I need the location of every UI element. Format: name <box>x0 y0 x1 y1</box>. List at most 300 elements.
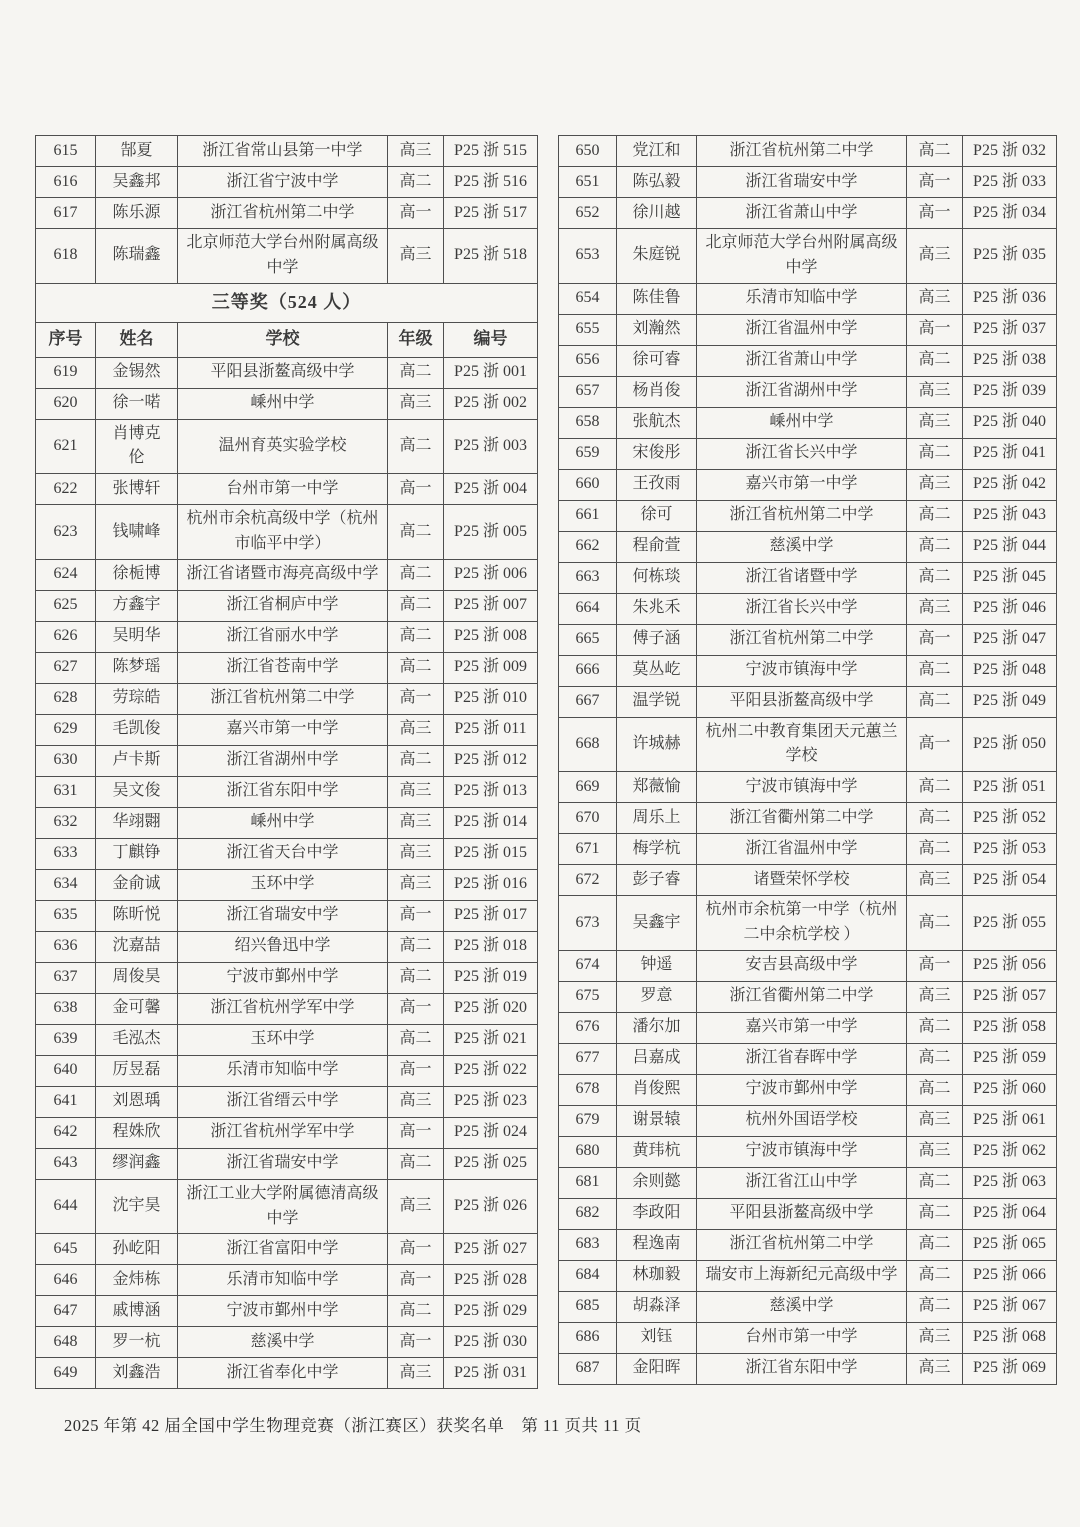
table-row <box>559 1260 1057 1291</box>
school-cell: 杭州市余杭第一中学（杭州二中余杭学校 ） <box>697 896 907 951</box>
table-row <box>36 652 538 683</box>
grade-cell: 高三 <box>907 865 963 896</box>
seq-cell: 635 <box>36 900 96 931</box>
seq-cell: 632 <box>36 807 96 838</box>
name-cell: 金阳晖 <box>617 1353 697 1384</box>
school-cell: 嵊州中学 <box>697 407 907 438</box>
code-cell: P25 浙 046 <box>963 593 1057 624</box>
name-cell: 陈瑞鑫 <box>96 229 178 284</box>
name-cell: 程俞萱 <box>617 531 697 562</box>
code-cell: P25 浙 517 <box>444 198 538 229</box>
name-cell: 金炜栋 <box>96 1265 178 1296</box>
name-cell: 毛泓杰 <box>96 1024 178 1055</box>
name-cell: 宋俊彤 <box>617 438 697 469</box>
grade-cell: 高一 <box>907 624 963 655</box>
seq-cell: 680 <box>559 1136 617 1167</box>
table-row <box>36 1327 538 1358</box>
code-cell: P25 浙 023 <box>444 1086 538 1117</box>
grade-cell: 高二 <box>907 1043 963 1074</box>
name-cell: 吴文俊 <box>96 776 178 807</box>
grade-cell: 高二 <box>907 345 963 376</box>
name-cell: 周乐上 <box>617 803 697 834</box>
name-cell: 郜夏 <box>96 136 178 167</box>
school-cell: 浙江省杭州第二中学 <box>697 624 907 655</box>
name-cell: 戚博涵 <box>96 1296 178 1327</box>
table-row <box>559 803 1057 834</box>
column-header: 姓名 <box>96 322 178 357</box>
seq-cell: 641 <box>36 1086 96 1117</box>
name-cell: 肖博克伦 <box>96 419 178 474</box>
name-cell: 梅学杭 <box>617 834 697 865</box>
name-cell: 吕嘉成 <box>617 1043 697 1074</box>
table-row <box>36 474 538 505</box>
code-cell: P25 浙 037 <box>963 314 1057 345</box>
name-cell: 肖俊熙 <box>617 1074 697 1105</box>
seq-cell: 669 <box>559 772 617 803</box>
name-cell: 沈嘉喆 <box>96 931 178 962</box>
grade-cell: 高二 <box>907 896 963 951</box>
school-cell: 玉环中学 <box>178 1024 388 1055</box>
school-cell: 浙江省丽水中学 <box>178 621 388 652</box>
grade-cell: 高一 <box>388 683 444 714</box>
name-cell: 李政阳 <box>617 1198 697 1229</box>
school-cell: 浙江省萧山中学 <box>697 198 907 229</box>
seq-cell: 682 <box>559 1198 617 1229</box>
table-row <box>559 593 1057 624</box>
school-cell: 浙江省长兴中学 <box>697 593 907 624</box>
school-cell: 慈溪中学 <box>178 1327 388 1358</box>
code-cell: P25 浙 067 <box>963 1291 1057 1322</box>
table-row <box>36 136 538 167</box>
name-cell: 谢景辕 <box>617 1105 697 1136</box>
table-row <box>559 314 1057 345</box>
code-cell: P25 浙 024 <box>444 1117 538 1148</box>
code-cell: P25 浙 015 <box>444 838 538 869</box>
grade-cell: 高二 <box>388 931 444 962</box>
grade-cell: 高二 <box>907 1291 963 1322</box>
table-row <box>559 1012 1057 1043</box>
grade-cell: 高三 <box>388 229 444 284</box>
code-cell: P25 浙 043 <box>963 500 1057 531</box>
grade-cell: 高二 <box>388 167 444 198</box>
name-cell: 金俞诚 <box>96 869 178 900</box>
section-title: 三等奖（524 人） <box>36 283 538 322</box>
code-cell: P25 浙 059 <box>963 1043 1057 1074</box>
table-row <box>36 388 538 419</box>
grade-cell: 高二 <box>907 772 963 803</box>
name-cell: 党江和 <box>617 136 697 167</box>
school-cell: 浙江省衢州第二中学 <box>697 981 907 1012</box>
name-cell: 杨肖俊 <box>617 376 697 407</box>
grade-cell: 高二 <box>388 962 444 993</box>
table-row <box>36 714 538 745</box>
seq-cell: 629 <box>36 714 96 745</box>
grade-cell: 高一 <box>388 198 444 229</box>
grade-cell: 高三 <box>388 1179 444 1234</box>
grade-cell: 高二 <box>907 1167 963 1198</box>
name-cell: 彭子睿 <box>617 865 697 896</box>
code-cell: P25 浙 004 <box>444 474 538 505</box>
school-cell: 浙江省衢州第二中学 <box>697 803 907 834</box>
table-row <box>559 1229 1057 1260</box>
code-cell: P25 浙 036 <box>963 283 1057 314</box>
school-cell: 嵊州中学 <box>178 807 388 838</box>
table-row <box>559 1353 1057 1384</box>
seq-cell: 676 <box>559 1012 617 1043</box>
award-table-right-body <box>559 136 1057 1385</box>
name-cell: 陈弘毅 <box>617 167 697 198</box>
code-cell: P25 浙 018 <box>444 931 538 962</box>
seq-cell: 679 <box>559 1105 617 1136</box>
school-cell: 浙江省东阳中学 <box>697 1353 907 1384</box>
seq-cell: 672 <box>559 865 617 896</box>
table-row <box>36 621 538 652</box>
code-cell: P25 浙 066 <box>963 1260 1057 1291</box>
seq-cell: 638 <box>36 993 96 1024</box>
table-row <box>36 1234 538 1265</box>
seq-cell: 644 <box>36 1179 96 1234</box>
code-cell: P25 浙 053 <box>963 834 1057 865</box>
grade-cell: 高二 <box>907 1229 963 1260</box>
name-cell: 黄玮杭 <box>617 1136 697 1167</box>
code-cell: P25 浙 002 <box>444 388 538 419</box>
table-row <box>559 1167 1057 1198</box>
grade-cell: 高二 <box>388 419 444 474</box>
table-row <box>559 500 1057 531</box>
school-cell: 浙江省宁波中学 <box>178 167 388 198</box>
school-cell: 浙江省杭州第二中学 <box>178 198 388 229</box>
seq-cell: 653 <box>559 229 617 284</box>
name-cell: 徐可 <box>617 500 697 531</box>
school-cell: 浙江省瑞安中学 <box>178 900 388 931</box>
award-table-left-body <box>36 136 538 1389</box>
code-cell: P25 浙 055 <box>963 896 1057 951</box>
name-cell: 毛凯俊 <box>96 714 178 745</box>
grade-cell: 高二 <box>907 500 963 531</box>
table-row <box>36 745 538 776</box>
name-cell: 张博轩 <box>96 474 178 505</box>
name-cell: 郑薇愉 <box>617 772 697 803</box>
table-row <box>559 896 1057 951</box>
name-cell: 钟遥 <box>617 950 697 981</box>
seq-cell: 621 <box>36 419 96 474</box>
code-cell: P25 浙 013 <box>444 776 538 807</box>
code-cell: P25 浙 515 <box>444 136 538 167</box>
school-cell: 平阳县浙鳌高级中学 <box>178 357 388 388</box>
name-cell: 刘鑫浩 <box>96 1358 178 1389</box>
page-footer: 2025 年第 42 届全国中学生物理竞赛（浙江赛区）获奖名单 第 11 页共 11 页 <box>64 1416 642 1435</box>
name-cell: 张航杰 <box>617 407 697 438</box>
grade-cell: 高三 <box>388 838 444 869</box>
seq-cell: 637 <box>36 962 96 993</box>
table-row <box>559 1136 1057 1167</box>
seq-cell: 681 <box>559 1167 617 1198</box>
school-cell: 宁波市镇海中学 <box>697 772 907 803</box>
table-row <box>36 683 538 714</box>
grade-cell: 高三 <box>907 407 963 438</box>
grade-cell: 高一 <box>388 1265 444 1296</box>
table-row <box>36 1117 538 1148</box>
table-row <box>36 838 538 869</box>
seq-cell: 663 <box>559 562 617 593</box>
table-row <box>559 950 1057 981</box>
school-cell: 浙江省瑞安中学 <box>697 167 907 198</box>
seq-cell: 648 <box>36 1327 96 1358</box>
seq-cell: 645 <box>36 1234 96 1265</box>
seq-cell: 659 <box>559 438 617 469</box>
name-cell: 方鑫宇 <box>96 590 178 621</box>
name-cell: 潘尔加 <box>617 1012 697 1043</box>
school-cell: 台州市第一中学 <box>178 474 388 505</box>
grade-cell: 高三 <box>907 1322 963 1353</box>
school-cell: 温州育英实验学校 <box>178 419 388 474</box>
seq-cell: 658 <box>559 407 617 438</box>
award-table-right <box>558 135 1057 1385</box>
grade-cell: 高二 <box>907 1260 963 1291</box>
grade-cell: 高三 <box>388 807 444 838</box>
grade-cell: 高二 <box>907 438 963 469</box>
table-row <box>559 229 1057 284</box>
name-cell: 胡淼泽 <box>617 1291 697 1322</box>
code-cell: P25 浙 058 <box>963 1012 1057 1043</box>
name-cell: 余则懿 <box>617 1167 697 1198</box>
name-cell: 傅子涵 <box>617 624 697 655</box>
table-row <box>36 1179 538 1234</box>
grade-cell: 高一 <box>907 950 963 981</box>
school-cell: 浙江省瑞安中学 <box>178 1148 388 1179</box>
seq-cell: 660 <box>559 469 617 500</box>
code-cell: P25 浙 062 <box>963 1136 1057 1167</box>
name-cell: 吴鑫邦 <box>96 167 178 198</box>
seq-cell: 649 <box>36 1358 96 1389</box>
table-row <box>36 869 538 900</box>
name-cell: 陈乐源 <box>96 198 178 229</box>
name-cell: 程逸南 <box>617 1229 697 1260</box>
school-cell: 乐清市知临中学 <box>697 283 907 314</box>
name-cell: 刘恩瑀 <box>96 1086 178 1117</box>
grade-cell: 高三 <box>388 714 444 745</box>
school-cell: 北京师范大学台州附属高级中学 <box>697 229 907 284</box>
name-cell: 温学锐 <box>617 686 697 717</box>
grade-cell: 高二 <box>388 357 444 388</box>
column-header: 序号 <box>36 322 96 357</box>
table-row <box>36 198 538 229</box>
seq-cell: 664 <box>559 593 617 624</box>
name-cell: 吴明华 <box>96 621 178 652</box>
seq-cell: 618 <box>36 229 96 284</box>
table-row <box>559 283 1057 314</box>
table-row <box>36 1358 538 1389</box>
school-cell: 浙江省杭州第二中学 <box>178 683 388 714</box>
grade-cell: 高三 <box>388 869 444 900</box>
grade-cell: 高二 <box>388 652 444 683</box>
name-cell: 缪润鑫 <box>96 1148 178 1179</box>
code-cell: P25 浙 028 <box>444 1265 538 1296</box>
code-cell: P25 浙 047 <box>963 624 1057 655</box>
school-cell: 平阳县浙鳌高级中学 <box>697 686 907 717</box>
grade-cell: 高二 <box>907 1074 963 1105</box>
seq-cell: 623 <box>36 505 96 560</box>
school-cell: 杭州市余杭高级中学（杭州市临平中学） <box>178 505 388 560</box>
name-cell: 陈佳鲁 <box>617 283 697 314</box>
code-cell: P25 浙 039 <box>963 376 1057 407</box>
school-cell: 浙江省苍南中学 <box>178 652 388 683</box>
seq-cell: 657 <box>559 376 617 407</box>
grade-cell: 高二 <box>388 590 444 621</box>
name-cell: 徐川越 <box>617 198 697 229</box>
seq-cell: 661 <box>559 500 617 531</box>
code-cell: P25 浙 063 <box>963 1167 1057 1198</box>
name-cell: 罗一杭 <box>96 1327 178 1358</box>
grade-cell: 高三 <box>907 376 963 407</box>
seq-cell: 655 <box>559 314 617 345</box>
school-cell: 宁波市鄞州中学 <box>697 1074 907 1105</box>
table-row <box>36 1086 538 1117</box>
seq-cell: 628 <box>36 683 96 714</box>
seq-cell: 665 <box>559 624 617 655</box>
table-row <box>559 686 1057 717</box>
seq-cell: 617 <box>36 198 96 229</box>
school-cell: 浙江省杭州学军中学 <box>178 1117 388 1148</box>
seq-cell: 631 <box>36 776 96 807</box>
school-cell: 浙江省春晖中学 <box>697 1043 907 1074</box>
grade-cell: 高二 <box>907 136 963 167</box>
column-header: 学校 <box>178 322 388 357</box>
code-cell: P25 浙 014 <box>444 807 538 838</box>
name-cell: 徐一喏 <box>96 388 178 419</box>
code-cell: P25 浙 009 <box>444 652 538 683</box>
table-row <box>559 562 1057 593</box>
grade-cell: 高一 <box>907 167 963 198</box>
seq-cell: 616 <box>36 167 96 198</box>
code-cell: P25 浙 516 <box>444 167 538 198</box>
name-cell: 卢卡斯 <box>96 745 178 776</box>
school-cell: 瑞安市上海新纪元高级中学 <box>697 1260 907 1291</box>
column-header-row <box>36 322 538 357</box>
table-row <box>36 993 538 1024</box>
table-row <box>559 1198 1057 1229</box>
table-row <box>559 624 1057 655</box>
school-cell: 平阳县浙鳌高级中学 <box>697 1198 907 1229</box>
table-row <box>559 1322 1057 1353</box>
school-cell: 嵊州中学 <box>178 388 388 419</box>
seq-cell: 651 <box>559 167 617 198</box>
seq-cell: 625 <box>36 590 96 621</box>
name-cell: 沈宇昊 <box>96 1179 178 1234</box>
school-cell: 北京师范大学台州附属高级中学 <box>178 229 388 284</box>
name-cell: 劳琮皓 <box>96 683 178 714</box>
table-row <box>559 865 1057 896</box>
seq-cell: 620 <box>36 388 96 419</box>
seq-cell: 674 <box>559 950 617 981</box>
table-row <box>36 229 538 284</box>
table-row <box>559 407 1057 438</box>
grade-cell: 高二 <box>388 621 444 652</box>
seq-cell: 677 <box>559 1043 617 1074</box>
school-cell: 乐清市知临中学 <box>178 1055 388 1086</box>
seq-cell: 639 <box>36 1024 96 1055</box>
code-cell: P25 浙 001 <box>444 357 538 388</box>
table-row <box>559 1043 1057 1074</box>
name-cell: 林珈毅 <box>617 1260 697 1291</box>
table-row <box>559 531 1057 562</box>
grade-cell: 高二 <box>388 1148 444 1179</box>
name-cell: 徐栀博 <box>96 559 178 590</box>
grade-cell: 高一 <box>388 474 444 505</box>
name-cell: 程姝欣 <box>96 1117 178 1148</box>
seq-cell: 675 <box>559 981 617 1012</box>
grade-cell: 高二 <box>388 505 444 560</box>
name-cell: 金锡然 <box>96 357 178 388</box>
seq-cell: 687 <box>559 1353 617 1384</box>
table-row <box>559 1074 1057 1105</box>
school-cell: 宁波市镇海中学 <box>697 1136 907 1167</box>
table-row <box>36 931 538 962</box>
code-cell: P25 浙 038 <box>963 345 1057 376</box>
table-row <box>36 900 538 931</box>
school-cell: 浙江省湖州中学 <box>178 745 388 776</box>
grade-cell: 高三 <box>907 1136 963 1167</box>
table-row <box>36 1265 538 1296</box>
school-cell: 安吉县高级中学 <box>697 950 907 981</box>
school-cell: 浙江省富阳中学 <box>178 1234 388 1265</box>
code-cell: P25 浙 068 <box>963 1322 1057 1353</box>
code-cell: P25 浙 052 <box>963 803 1057 834</box>
code-cell: P25 浙 044 <box>963 531 1057 562</box>
school-cell: 杭州二中教育集团天元蕙兰学校 <box>697 717 907 772</box>
code-cell: P25 浙 065 <box>963 1229 1057 1260</box>
school-cell: 慈溪中学 <box>697 531 907 562</box>
code-cell: P25 浙 054 <box>963 865 1057 896</box>
table-row <box>36 1296 538 1327</box>
code-cell: P25 浙 041 <box>963 438 1057 469</box>
name-cell: 莫丛屹 <box>617 655 697 686</box>
seq-cell: 619 <box>36 357 96 388</box>
code-cell: P25 浙 025 <box>444 1148 538 1179</box>
school-cell: 浙江省桐庐中学 <box>178 590 388 621</box>
table-row <box>559 1291 1057 1322</box>
grade-cell: 高三 <box>388 136 444 167</box>
grade-cell: 高三 <box>907 469 963 500</box>
table-row <box>36 1024 538 1055</box>
code-cell: P25 浙 057 <box>963 981 1057 1012</box>
school-cell: 浙江省杭州学军中学 <box>178 993 388 1024</box>
seq-cell: 652 <box>559 198 617 229</box>
code-cell: P25 浙 026 <box>444 1179 538 1234</box>
seq-cell: 630 <box>36 745 96 776</box>
table-row <box>559 376 1057 407</box>
school-cell: 浙江省杭州第二中学 <box>697 1229 907 1260</box>
school-cell: 慈溪中学 <box>697 1291 907 1322</box>
code-cell: P25 浙 034 <box>963 198 1057 229</box>
school-cell: 浙江省长兴中学 <box>697 438 907 469</box>
code-cell: P25 浙 029 <box>444 1296 538 1327</box>
school-cell: 玉环中学 <box>178 869 388 900</box>
name-cell: 厉昱磊 <box>96 1055 178 1086</box>
school-cell: 台州市第一中学 <box>697 1322 907 1353</box>
name-cell: 朱庭锐 <box>617 229 697 284</box>
code-cell: P25 浙 030 <box>444 1327 538 1358</box>
name-cell: 何栋琰 <box>617 562 697 593</box>
school-cell: 浙江省湖州中学 <box>697 376 907 407</box>
table-row <box>559 345 1057 376</box>
seq-cell: 647 <box>36 1296 96 1327</box>
grade-cell: 高一 <box>388 1117 444 1148</box>
grade-cell: 高一 <box>388 1327 444 1358</box>
name-cell: 徐可睿 <box>617 345 697 376</box>
seq-cell: 646 <box>36 1265 96 1296</box>
code-cell: P25 浙 008 <box>444 621 538 652</box>
